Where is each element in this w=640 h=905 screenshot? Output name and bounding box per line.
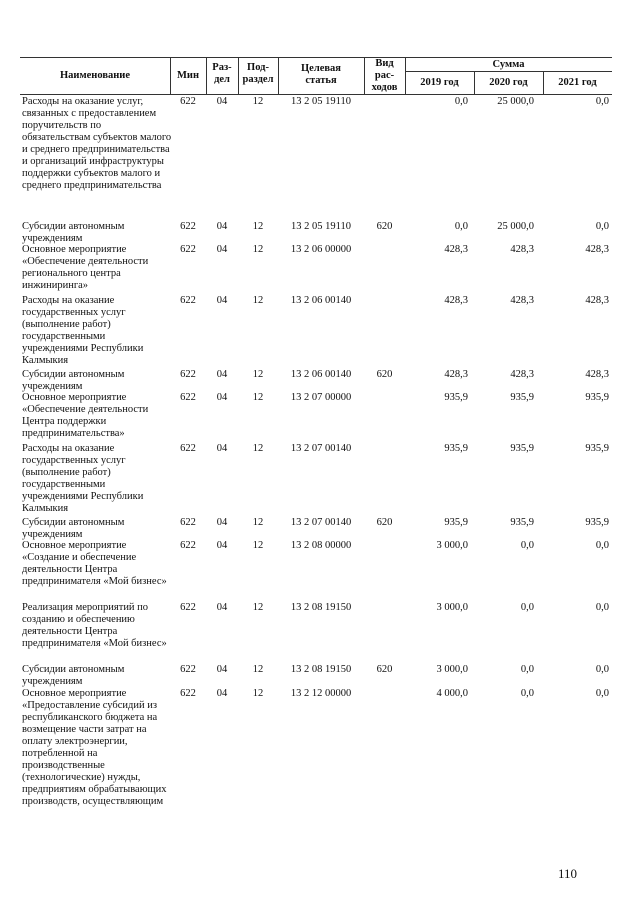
row-min: 622 [180,517,196,528]
header-sum: Сумма [492,59,525,70]
row-vr: 620 [376,369,393,380]
row-pr: 12 [252,688,264,699]
header-min: Мин [176,70,199,81]
row-v1: 935,9 [444,517,468,528]
row-v3: 0,0 [595,540,609,551]
header-top-line [20,57,612,58]
header-bottom-line [20,94,612,95]
row-v2: 428,3 [510,369,534,380]
row-rz: 04 [216,688,228,699]
row-v3: 935,9 [585,443,609,454]
row-cs: 13 2 08 19150 [290,664,352,675]
row-rz: 04 [216,369,228,380]
row-min: 622 [180,664,196,675]
row-v3: 428,3 [585,244,609,255]
row-v1: 428,3 [444,369,468,380]
row-rz: 04 [216,221,228,232]
row-v1: 3 000,0 [436,664,468,675]
row-v2: 0,0 [520,688,534,699]
row-cs: 13 2 06 00140 [290,369,352,380]
row-name: Субсидии автономным учреждениям [22,664,125,687]
header-2021: 2021 год [558,77,597,88]
row-rz: 04 [216,664,228,675]
row-min: 622 [180,221,196,232]
row-v2: 0,0 [520,602,534,613]
row-pr: 12 [252,517,264,528]
row-min: 622 [180,688,196,699]
row-pr: 12 [252,664,264,675]
row-name: Субсидии автономным учреждениям [22,517,125,540]
row-v2: 428,3 [510,244,534,255]
row-rz: 04 [216,540,228,551]
row-rz: 04 [216,392,228,403]
header-podrazdel: Под- раздел [242,62,274,85]
row-min: 622 [180,602,196,613]
row-rz: 04 [216,443,228,454]
row-pr: 12 [252,96,264,107]
row-cs: 13 2 12 00000 [290,688,352,699]
header-name: Наименование [60,70,130,81]
row-v1: 935,9 [444,392,468,403]
header-vid: Вид рас- ходов [371,58,398,93]
row-pr: 12 [252,221,264,232]
row-name: Субсидии автономным учреждениям [22,221,125,244]
row-v2: 0,0 [520,664,534,675]
row-v2: 935,9 [510,517,534,528]
row-v3: 0,0 [595,96,609,107]
row-min: 622 [180,540,196,551]
row-v3: 0,0 [595,602,609,613]
header-2019: 2019 год [420,77,459,88]
row-name: Расходы на оказание услуг, связанных с предоставлением поручительств по обязательствам субъектов малого и среднего предпринимательства и организаций инфраструктуры поддержки субъектов малого и среднего предпринимательства [22,96,172,191]
row-cs: 13 2 07 00140 [290,443,352,454]
row-v3: 0,0 [595,688,609,699]
row-v1: 428,3 [444,295,468,306]
header-target: Целевая статья [301,63,341,86]
row-v1: 0,0 [454,96,468,107]
row-v2: 428,3 [510,295,534,306]
row-min: 622 [180,96,196,107]
row-name: Расходы на оказание государственных услуг (выполнение работ) государственными учреждениями Республики Калмыкия [22,295,144,366]
row-cs: 13 2 05 19110 [291,221,351,232]
row-vr: 620 [376,664,393,675]
row-v1: 0,0 [454,221,468,232]
row-cs: 13 2 07 00140 [290,517,352,528]
row-min: 622 [180,392,196,403]
row-name: Основное мероприятие «Обеспечение деятельности Центра поддержки предпринимательства» [22,392,149,439]
row-min: 622 [180,244,196,255]
header-2020: 2020 год [489,77,528,88]
row-v2: 935,9 [510,443,534,454]
row-vr: 620 [376,221,393,232]
row-name: Основное мероприятие «Предоставление субсидий из республиканского бюджета на возмещение части затрат на оплату электроэнергии, потребленной на производственные (технологические) нужды, предприятиям обрабатывающих производств, осуществляющим [22,688,167,807]
row-v3: 935,9 [585,392,609,403]
row-v1: 428,3 [444,244,468,255]
row-v3: 428,3 [585,369,609,380]
row-v3: 428,3 [585,295,609,306]
row-name: Реализация мероприятий по созданию и обеспечению деятельности Центра предпринимателя «Мой бизнес» [22,602,167,649]
row-cs: 13 2 05 19110 [291,96,351,107]
header-razdel: Раз- дел [212,62,232,85]
row-cs: 13 2 07 00000 [290,392,352,403]
row-pr: 12 [252,602,264,613]
row-rz: 04 [216,295,228,306]
row-name: Основное мероприятие «Обеспечение деятельности регионального центра инжиниринга» [22,244,149,291]
row-vr: 620 [376,517,393,528]
row-name: Основное мероприятие «Создание и обеспечение деятельности Центра предпринимателя «Мой бизнес» [22,540,167,587]
row-pr: 12 [252,244,264,255]
row-cs: 13 2 06 00140 [290,295,352,306]
row-v2: 25 000,0 [497,96,534,107]
row-v2: 25 000,0 [497,221,534,232]
row-pr: 12 [252,540,264,551]
row-pr: 12 [252,295,264,306]
row-pr: 12 [252,392,264,403]
row-v1: 3 000,0 [436,540,468,551]
row-rz: 04 [216,244,228,255]
row-v3: 0,0 [595,221,609,232]
row-pr: 12 [252,369,264,380]
row-v3: 0,0 [595,664,609,675]
sum-divider-line [405,71,612,72]
row-v3: 935,9 [585,517,609,528]
row-cs: 13 2 06 00000 [290,244,352,255]
row-pr: 12 [252,443,264,454]
row-v2: 0,0 [520,540,534,551]
row-v2: 935,9 [510,392,534,403]
row-rz: 04 [216,517,228,528]
row-v1: 935,9 [444,443,468,454]
row-cs: 13 2 08 19150 [290,602,352,613]
page-number: 110 [558,866,578,881]
row-min: 622 [180,369,196,380]
row-rz: 04 [216,96,228,107]
row-min: 622 [180,443,196,454]
row-min: 622 [180,295,196,306]
row-rz: 04 [216,602,228,613]
row-v1: 3 000,0 [436,602,468,613]
row-v1: 4 000,0 [436,688,468,699]
row-cs: 13 2 08 00000 [290,540,352,551]
row-name: Расходы на оказание государственных услуг (выполнение работ) государственными учреждениями Республики Калмыкия [22,443,144,514]
row-name: Субсидии автономным учреждениям [22,369,125,392]
